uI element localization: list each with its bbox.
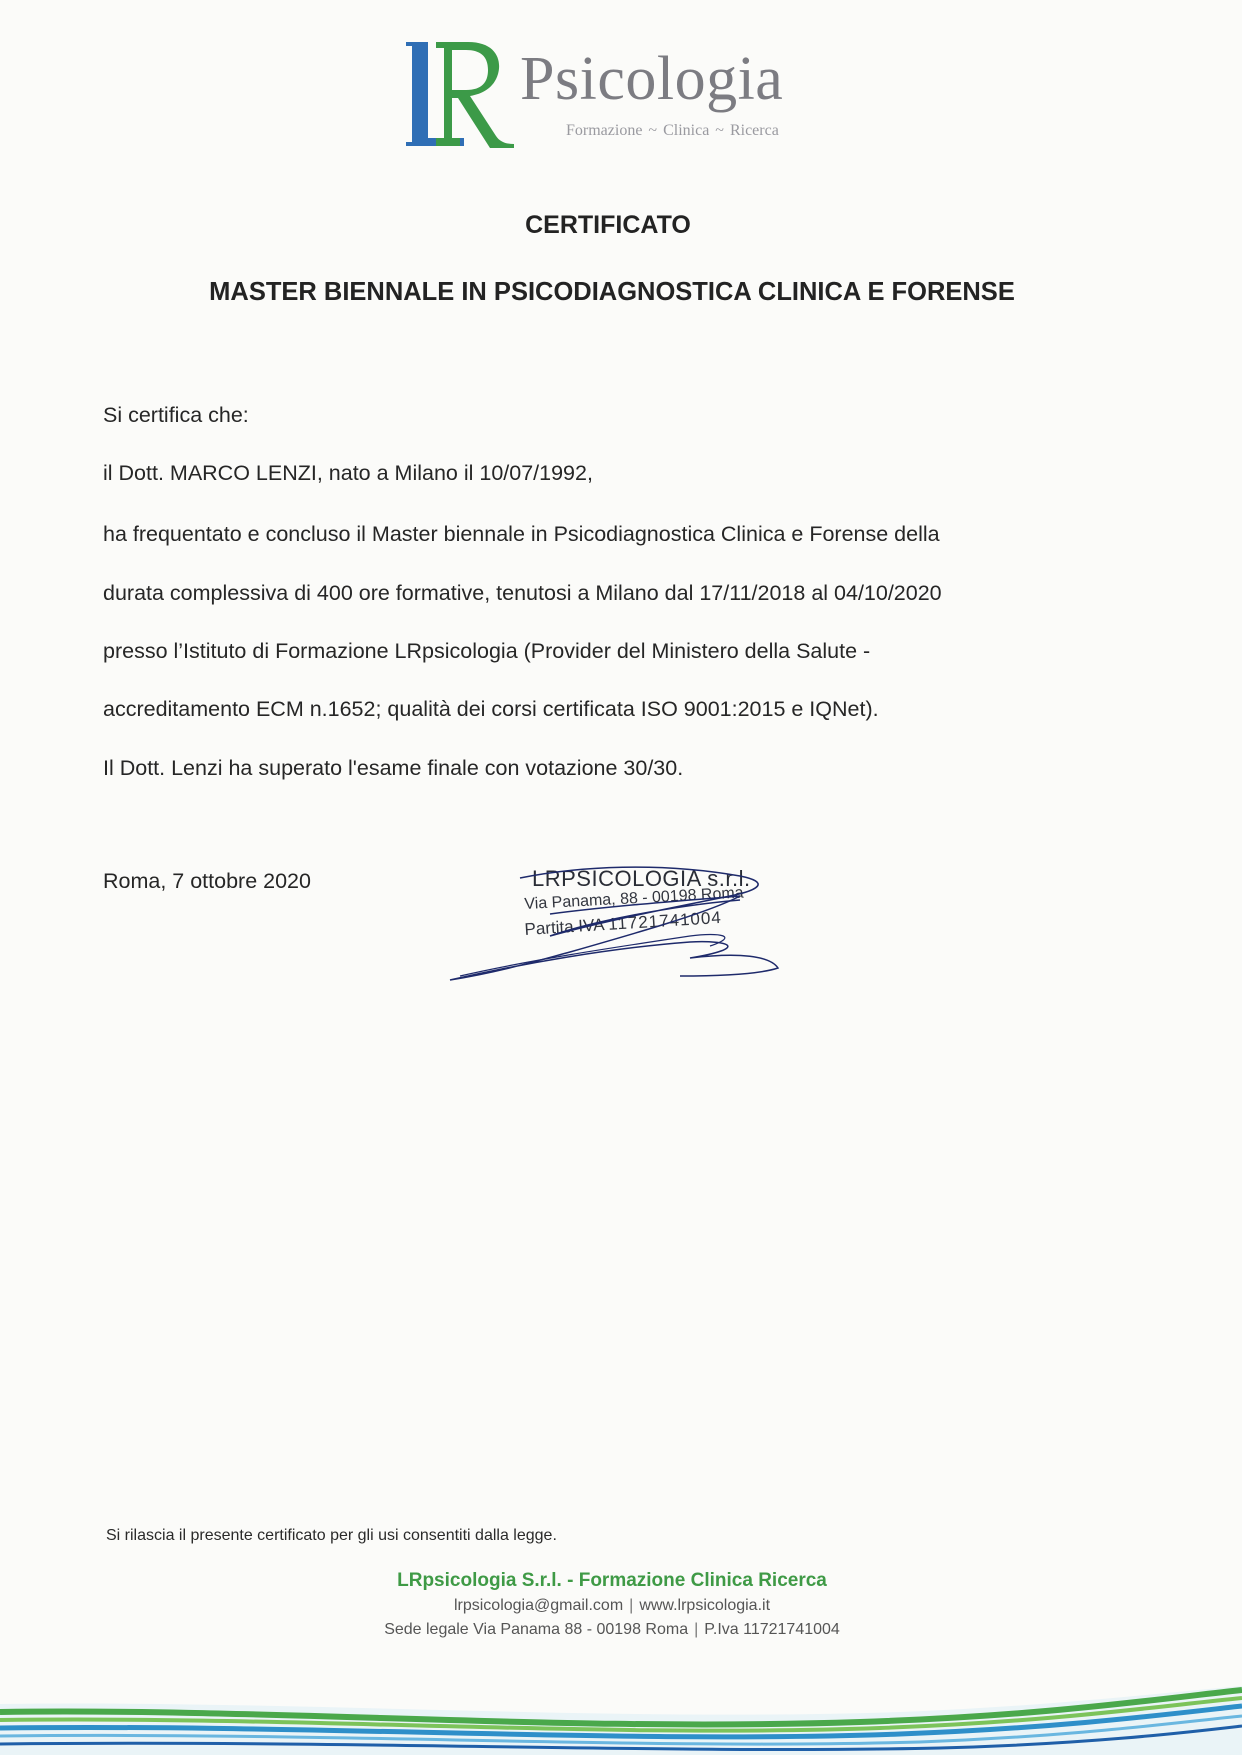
tagline-separator: ~ (648, 122, 658, 139)
logo-tagline (566, 122, 779, 140)
body-line: ha frequentato e concluso il Master biennale in Psicodiagnostica Clinica e Forense della (103, 522, 940, 546)
body-line: Il Dott. Lenzi ha superato l'esame finale con votazione 30/30. (103, 756, 684, 780)
stamp-vat-number: 11721741004 (607, 907, 723, 934)
footer-company: LRpsicologia S.r.l. - Formazione Clinica Ricerca (397, 1570, 827, 1591)
footer-contacts (0, 1597, 1224, 1615)
body-line: Si certifica che: (103, 403, 249, 427)
document-title: CERTIFICATO (525, 211, 691, 239)
footer-website[interactable]: www.lrpsicologia.it (639, 1597, 771, 1614)
body-line: presso l’Istituto di Formazione LRpsicologia (Provider del Ministero della Salute - (103, 639, 871, 663)
footer-legal-address: Sede legale Via Panama 88 - 00198 Roma (384, 1621, 689, 1638)
footer-vat: P.Iva 11721741004 (704, 1621, 840, 1638)
handwritten-signature (440, 856, 820, 986)
body-line: il Dott. MARCO LENZI, nato a Milano il 10/07/1992, (103, 461, 593, 485)
place-and-date: Roma, 7 ottobre 2020 (103, 869, 311, 893)
footer-separator: | (694, 1621, 699, 1638)
tagline-item: Clinica (663, 122, 710, 139)
footer-address (0, 1621, 1224, 1639)
tagline-item: Ricerca (729, 122, 779, 139)
stamp-vat-label: Partita IVA (524, 915, 605, 939)
tagline-separator: ~ (715, 122, 724, 139)
logo (398, 38, 858, 150)
logo-wordmark: Psicologia (520, 45, 784, 113)
stamp-company-name: LRPSICOLOGIA s.r.l. (532, 866, 751, 891)
document-subtitle: MASTER BIENNALE IN PSICODIAGNOSTICA CLINICA E FORENSE (209, 278, 1015, 306)
tagline-item: Formazione (566, 122, 643, 139)
footer-note: Si rilascia il presente certificato per gli usi consentiti dalla legge. (106, 1527, 557, 1544)
body-line: durata complessiva di 400 ore formative, tenutosi a Milano dal 17/11/2018 al 04/10/2020 (103, 581, 942, 605)
footer-email[interactable]: lrpsicologia@gmail.com (453, 1597, 624, 1614)
body-line: accreditamento ECM n.1652; qualità dei corsi certificata ISO 9001:2015 e IQNet). (103, 697, 879, 721)
decorative-waves (0, 1660, 1242, 1755)
stamp-address: Via Panama, 88 - 00198 Roma (524, 884, 744, 913)
footer-separator: | (629, 1597, 634, 1614)
company-stamp (440, 856, 820, 986)
lr-monogram (398, 38, 518, 150)
